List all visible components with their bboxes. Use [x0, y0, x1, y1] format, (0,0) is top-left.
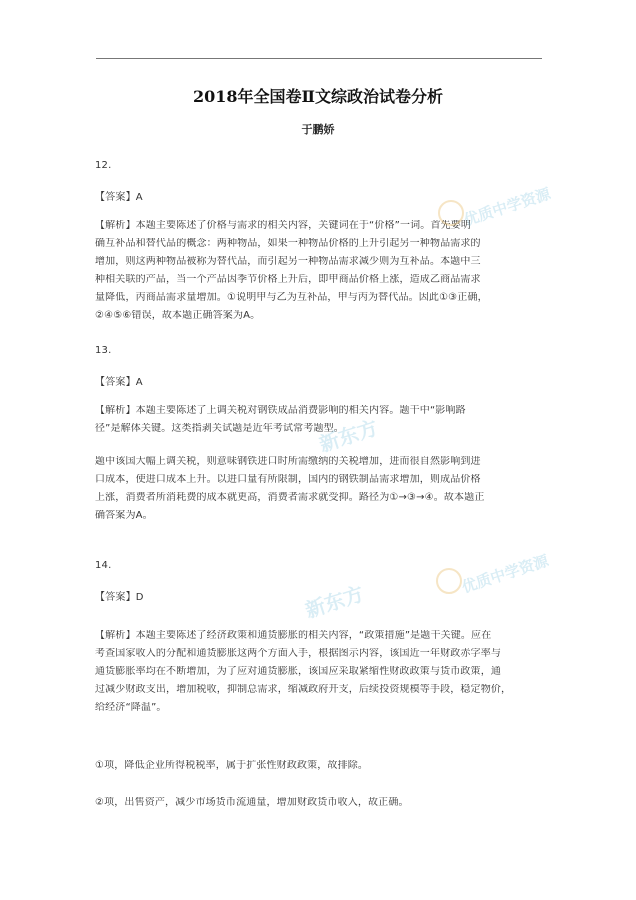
watermark-logo-icon: [436, 568, 462, 594]
q14-number: 14.: [95, 560, 112, 571]
q14-analysis-line: 给经济“降温”。: [95, 702, 167, 713]
q14-analysis-line: 【解析】本题主要陈述了经济政策和通货膨胀的相关内容，“政策措施”是题干关键。应在: [95, 630, 492, 641]
watermark-text: 优质中学资源: [461, 184, 553, 230]
q12-analysis-line: 【解析】本题主要陈述了价格与需求的相关内容，关键词在于“价格”一词。首先要明: [95, 220, 472, 231]
watermark-text: 新东方: [316, 415, 381, 457]
q12-analysis-line: 确互补品和替代品的概念：两种物品，如果一种物品价格的上升引起另一种物品需求的: [95, 238, 481, 249]
watermark-text: 优质中学资源: [459, 551, 551, 597]
q13-analysis-line: 径”是解体关键。这类指剥关试题是近年考试常考题型。: [95, 423, 344, 434]
q13-body-line: 上涨，消费者所消耗费的成本就更高，消费者需求就受抑。路径为①→③→④。故本题正: [95, 492, 485, 503]
q12-analysis-line: 种相关联的产品，当一个产品因季节价格上升后，即甲商品价格上涨，造成乙商品需求: [95, 274, 481, 285]
q13-body-line: 口成本，使进口成本上升。以进口量有所限制，国内的钢铁制品需求增加，则成品价格: [95, 474, 481, 485]
q14-analysis-line: 通货膨胀率均在不断增加，为了应对通货膨胀，该国应采取紧缩性财政政策与货币政策，通: [95, 666, 501, 677]
q14-analysis-line: 考查国家收入的分配和通货膨胀这两个方面入手，根据图示内容，该国近一年财政赤字率与: [95, 648, 501, 659]
q12-answer: 【答案】A: [95, 192, 143, 203]
document-title: 2018年全国卷Ⅱ文综政治试卷分析: [192, 87, 444, 106]
q13-number: 13.: [95, 345, 112, 356]
q12-analysis-line: 增加，则这两种物品被称为替代品，而引起另一种物品需求减少则为互补品。本题中三: [95, 256, 481, 267]
watermark-text: 新东方: [302, 581, 367, 623]
q14-analysis-line: 过减少财政支出，增加税收，抑制总需求，缩减政府开支，后续投资规模等手段，稳定物价，: [95, 684, 512, 695]
q12-analysis-line: ②④⑤⑥错误，故本题正确答案为A。: [95, 310, 261, 321]
q13-body-line: 题中该国大幅上调关税，则意味钢铁进口时所需缴纳的关税增加，进而很自然影响到进: [95, 456, 481, 467]
header-rule: [96, 58, 542, 59]
q13-analysis-line: 【解析】本题主要陈述了上调关税对钢铁成品消费影响的相关内容。题干中“影响路: [95, 405, 466, 416]
q12-number: 12.: [95, 160, 112, 171]
q14-answer: 【答案】D: [95, 592, 144, 603]
q13-body-line: 确答案为A。: [95, 510, 153, 521]
q13-answer: 【答案】A: [95, 377, 143, 388]
q14-option-line: ①项，降低企业所得税税率，属于扩张性财政政策，故排除。: [95, 760, 369, 771]
q12-analysis-line: 量降低，丙商品需求量增加。①说明甲与乙为互补品，甲与丙为替代品。因此①③正确，: [95, 292, 488, 303]
document-author: 于鹏娇: [301, 123, 335, 136]
q14-option-line: ②项，出售资产，减少市场货币流通量，增加财政货币收入，故正确。: [95, 797, 409, 808]
